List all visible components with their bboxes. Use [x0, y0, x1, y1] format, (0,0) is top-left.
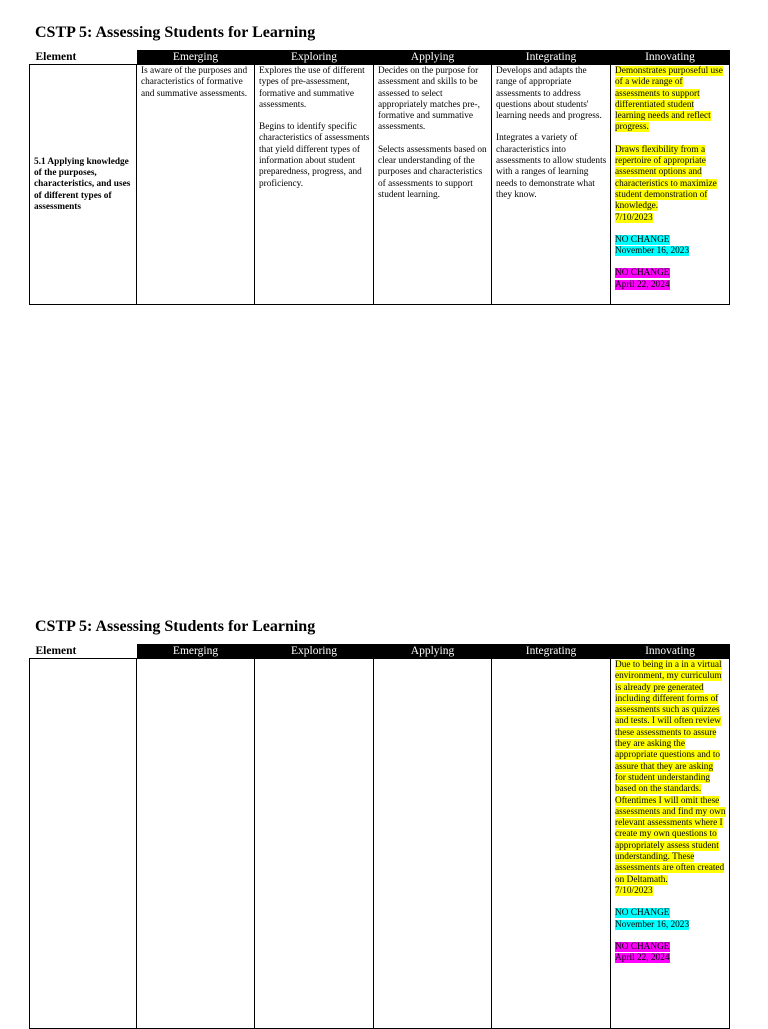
rubric-table — [29, 50, 730, 305]
exploring-cell — [255, 65, 374, 305]
innovating-text-1: Demonstrates purposeful use of a wide range of assessments to support differentiated student learning needs and reflect progress. — [615, 66, 723, 133]
header-emerging: Emerging — [137, 50, 255, 65]
no-change-label-2: NO CHANGE — [615, 941, 670, 952]
no-change-date-2: April 22, 2024 — [615, 953, 670, 964]
standard-section-2 — [29, 616, 729, 1029]
header-row — [30, 50, 730, 65]
element-header: Element — [30, 50, 137, 65]
header-innovating: Innovating — [611, 644, 730, 659]
element-header: Element — [30, 644, 137, 659]
table-row — [30, 65, 730, 305]
exploring-text-1: Explores the use of different types of pre-assessment, formative and summative assessments. — [259, 66, 365, 110]
applying-text-1: Decides on the purpose for assessment and skills to be assessed to select appropriately matches pre-, formative and summative assessments. — [378, 66, 480, 133]
applying-cell — [374, 659, 492, 1029]
innovating-cell — [611, 65, 730, 305]
emerging-text: Is aware of the purposes and characteristics of formative and summative assessments. — [141, 66, 248, 99]
header-emerging: Emerging — [137, 644, 255, 659]
integrating-cell — [492, 65, 611, 305]
no-change-date-1: November 16, 2023 — [615, 919, 690, 930]
exploring-text-2: Begins to identify specific characteristics of assessments that yield different types of information about student preparedness, progress, and proficiency. — [259, 122, 370, 189]
applying-text-2: Selects assessments based on clear understanding of the purposes and characteristics of assessments to support student learning. — [378, 144, 487, 200]
header-innovating: Innovating — [611, 50, 730, 65]
innovating-date: 7/10/2023 — [615, 212, 653, 223]
exploring-cell — [255, 659, 374, 1029]
innovating-date: 7/10/2023 — [615, 885, 653, 896]
element-cell — [30, 659, 137, 1029]
integrating-text-2: Integrates a variety of characteristics into assessments to allow students with a ranges of learning needs to demonstrate what they know. — [496, 133, 607, 200]
standard-section-1 — [29, 22, 729, 305]
header-applying: Applying — [374, 644, 492, 659]
no-change-date-2: April 22, 2024 — [615, 279, 670, 290]
emerging-cell — [137, 65, 255, 305]
no-change-date-1: November 16, 2023 — [615, 246, 690, 257]
no-change-label-2: NO CHANGE — [615, 268, 670, 279]
section-title: CSTP 5: Assessing Students for Learning — [35, 24, 316, 41]
header-applying: Applying — [374, 50, 492, 65]
rubric-table — [29, 644, 730, 1029]
innovating-cell — [611, 659, 730, 1029]
header-exploring: Exploring — [255, 50, 374, 65]
table-row — [30, 659, 730, 1029]
header-exploring: Exploring — [255, 644, 374, 659]
integrating-text-1: Develops and adapts the range of appropriate assessments to address questions about students' learning needs and progress. — [496, 66, 602, 122]
integrating-cell — [492, 659, 611, 1029]
innovating-reflection: Due to being in a in a virtual environment, my curriculum is already pre generated including different forms of assessments such as quizzes and tests. I will often review these assessments to assure they are asking the appropriate questions and to assure that they are asking for student understanding based on the standards. Oftentimes I will omit these assessments and find my own relevant assessments where I create my own questions to appropriately assess student understanding. These assessments are often created on Deltamath. — [615, 660, 726, 885]
emerging-cell — [137, 659, 255, 1029]
no-change-label-1: NO CHANGE — [615, 908, 670, 919]
header-integrating: Integrating — [492, 50, 611, 65]
header-row — [30, 644, 730, 659]
no-change-label-1: NO CHANGE — [615, 234, 670, 245]
applying-cell — [374, 65, 492, 305]
section-title: CSTP 5: Assessing Students for Learning — [35, 618, 316, 635]
header-integrating: Integrating — [492, 644, 611, 659]
innovating-text-2: Draws flexibility from a repertoire of appropriate assessment options and characteristics to maximize student demonstration of knowledge. — [615, 144, 717, 212]
element-label: 5.1 Applying knowledge of the purposes, characteristics, and uses of different types of assessments — [30, 65, 137, 305]
